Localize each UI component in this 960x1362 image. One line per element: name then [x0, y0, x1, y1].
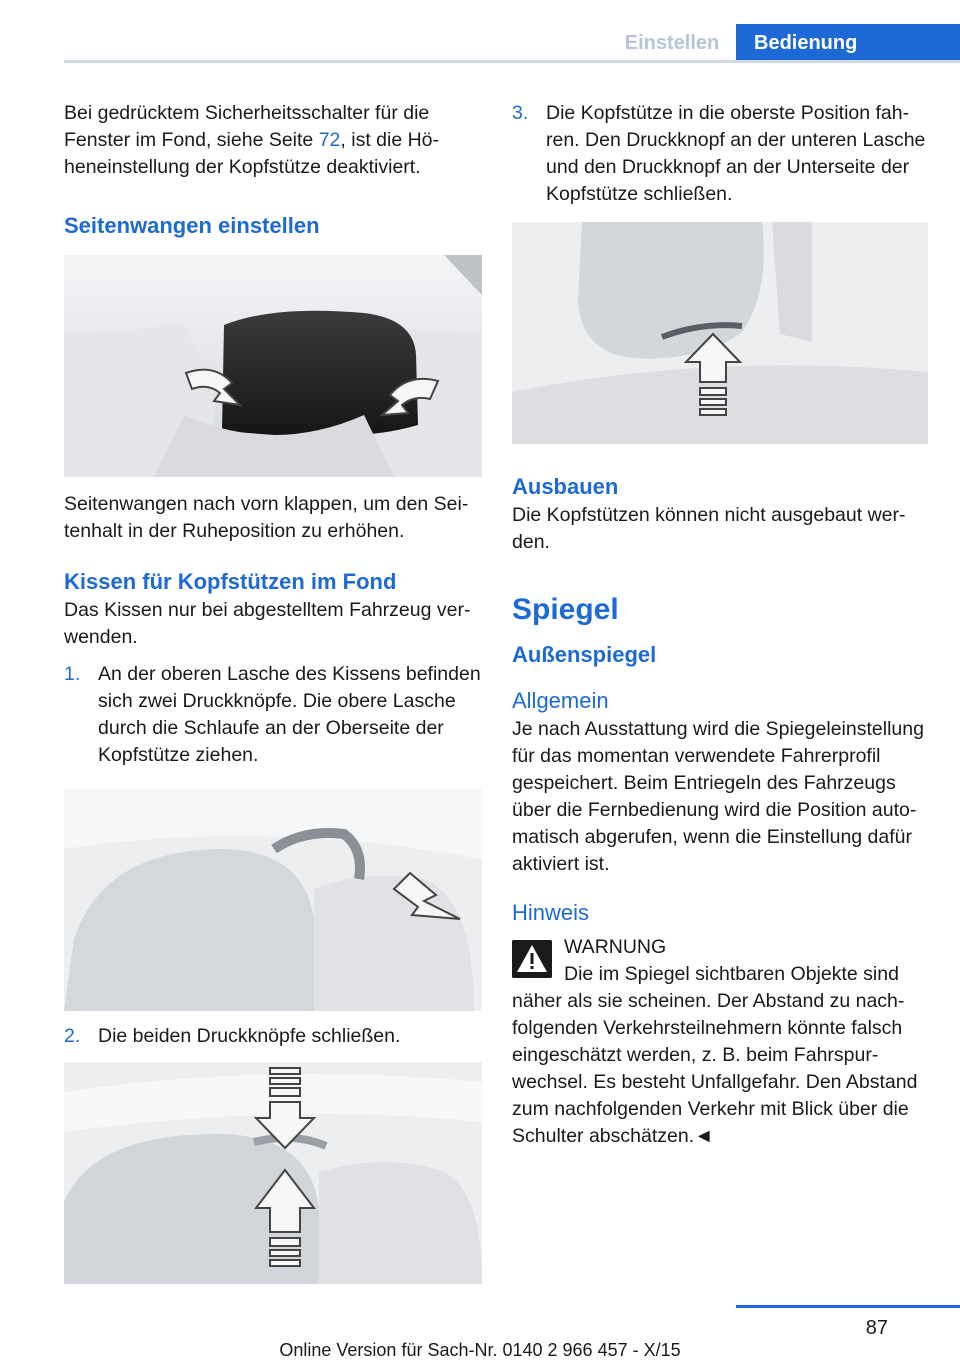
cushion-strap-image	[64, 789, 482, 1011]
step-2-number: 2.	[64, 1025, 81, 1047]
heading-hinweis: Hinweis	[512, 900, 590, 925]
press-buttons-image	[64, 1062, 482, 1284]
allgemein-paragraph: Je nach Ausstattung wird die Spiegeleinstellung für das momentan verwendete Fahrerprofil gespeichert. Beim Entriegeln des Fahrzeugs über die Fernbedienung wird die Position automatisch abgerufen, wenn die Einstellung dafür aktiviert ist.	[512, 718, 924, 875]
warning-icon	[512, 940, 552, 978]
warning-text: Die im Spiegel sichtbaren Objekte sind näher als sie scheinen. Der Abstand zu nachfolgenden Verkehrsteilnehmern könnte falsch eingeschätzt werden, z. B. beim Fahrspurwechsel. Es besteht Unfallgefahr. Den Abstand zum nachfolgenden Verkehr mit Blick über die Schulter abschätzen.◄	[512, 963, 918, 1147]
step-2	[64, 1023, 482, 1050]
left-column	[64, 100, 482, 1284]
headrest-side-wings-image	[64, 255, 482, 477]
warning-title: WARNUNG	[564, 936, 667, 958]
page-number: 87	[865, 1317, 888, 1339]
step-3-text: Die Kopfstütze in die oberste Position fahren. Den Druckknopf an der unteren Lasche und den Druckknopf an der Unterseite der Kopfstütze schließen.	[546, 102, 926, 205]
step-1	[64, 661, 482, 769]
warning-block	[512, 934, 928, 961]
step-3-number: 3.	[512, 102, 529, 124]
page-link[interactable]: 72	[318, 129, 341, 151]
heading-spiegel: Spiegel	[512, 593, 619, 626]
kissen-paragraph: Das Kissen nur bei abgestelltem Fahrzeug verwenden.	[64, 599, 471, 648]
intro-paragraph: Bei gedrücktem Sicherheitsschalter für die Fenster im Fond, siehe Seite 72, ist die Höheneinstellung der Kopfstütze deaktiviert.	[64, 102, 440, 178]
ausbauen-paragraph: Die Kopfstützen können nicht ausgebaut werden.	[512, 504, 906, 553]
tab-einstellen[interactable]: Einstellen	[624, 32, 720, 54]
headrest-top-position-image	[512, 222, 928, 444]
seitenwangen-paragraph: Seitenwangen nach vorn klappen, um den Seitenhalt in der Ruheposition zu erhöhen.	[64, 493, 469, 542]
step-1-text: An der oberen Lasche des Kissens befinden sich zwei Druckknöpfe. Die obere Lasche durch die Schlaufe an der Oberseite der Kopfstütze ziehen.	[98, 663, 481, 766]
heading-ausbauen: Ausbauen	[512, 474, 619, 499]
step-3	[512, 100, 928, 208]
tab-bedienung[interactable]: Bedienung	[736, 24, 960, 62]
footer-divider	[736, 1305, 960, 1308]
step-1-number: 1.	[64, 663, 81, 685]
heading-kissen: Kissen für Kopfstützen im Fond	[64, 569, 397, 594]
heading-aussenspiegel: Außenspiegel	[512, 642, 657, 667]
step-2-text: Die beiden Druckknöpfe schließen.	[98, 1025, 401, 1047]
heading-allgemein: Allgemein	[512, 688, 609, 713]
header-divider	[64, 60, 960, 63]
heading-seitenwangen: Seitenwangen einstellen	[64, 213, 320, 238]
footer-text: Online Version für Sach-Nr. 0140 2 966 457 - X/15	[279, 1340, 681, 1360]
right-column	[512, 100, 928, 1150]
